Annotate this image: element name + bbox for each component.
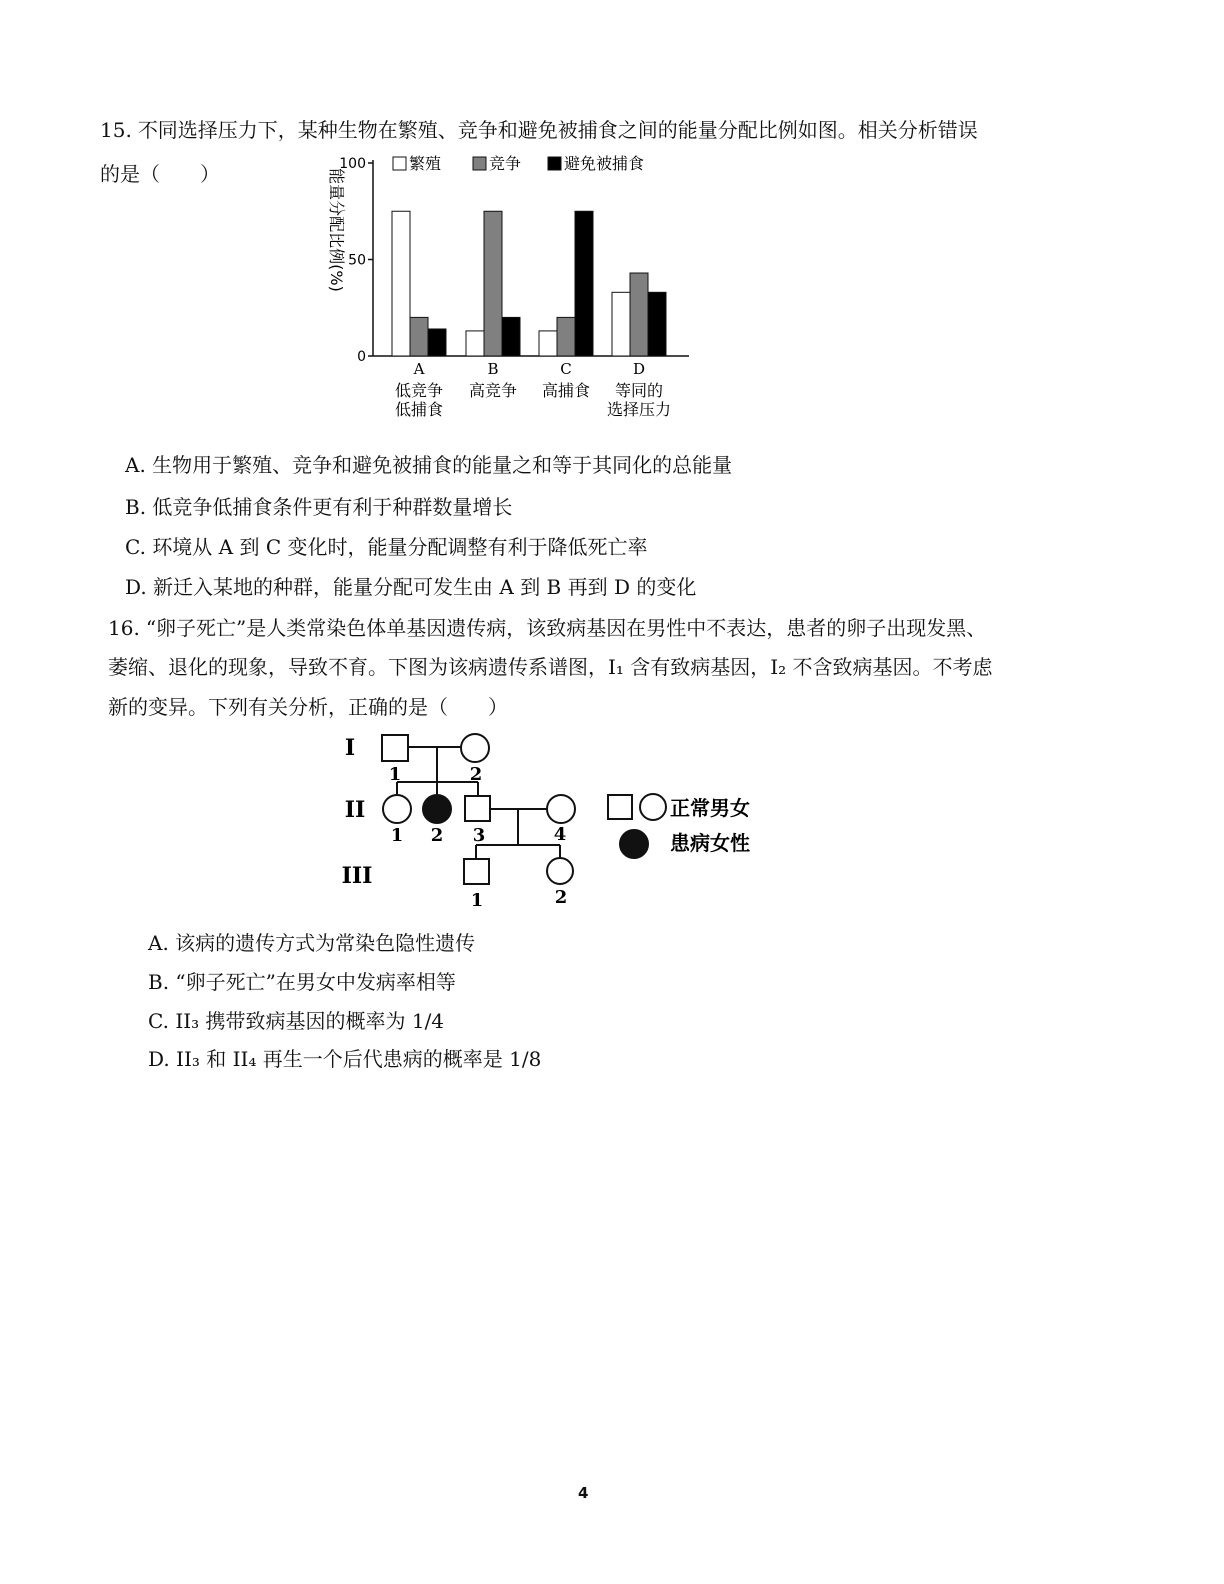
chart-category-a: A [413,360,425,378]
q16-option-a [148,931,475,955]
legend-swatch-0 [393,157,406,170]
member-iii1-number: 1 [470,890,484,910]
legend-label-1: 竞争 [489,154,522,173]
member-ii1-female-normal [383,795,411,823]
q15-option-a-text: 生物用于繁殖、竞争和避免被捕食的能量之和等于其同化的总能量 [152,453,733,477]
q15-option-a-letter: A. [125,453,146,477]
q15-option-c-letter: C. [125,535,146,559]
member-iii1-male-normal [464,859,489,884]
bar-d-series-1 [630,273,648,356]
energy-allocation-chart [315,150,715,430]
legend-male-normal-icon [608,795,632,819]
legend-normal-label: 正常男女 [670,796,750,820]
gen-label-iii: III [341,863,373,889]
q15-option-c-text: 环境从 A 到 C 变化时，能量分配调整有利于降低死亡率 [152,535,648,559]
legend-swatch-1 [473,157,486,170]
chart-ytick-label-0: 0 [357,349,366,365]
q15-option-d [125,575,696,599]
q16-stem-line2: 萎缩、退化的现象，导致不育。下图为该病遗传系谱图，I₁ 含有致病基因，I₂ 不含致病基因。不考虑 [108,655,993,679]
q15-number: 15. [100,118,132,142]
bar-b-series-0 [466,331,484,356]
q16-option-b-text: “卵子死亡”在男女中发病率相等 [175,970,456,994]
page-number: 4 [578,1484,589,1502]
q16-option-b-letter: B. [148,970,170,994]
member-i2-number: 2 [469,764,483,785]
q15-stem-text1: 不同选择压力下，某种生物在繁殖、竞争和避免被捕食之间的能量分配比例如图。相关分析错误 [137,118,978,142]
member-ii3-number: 3 [472,825,486,846]
gen-label-i: I [344,735,356,761]
chart-category-b-sublabel-0: 高竞争 [468,381,518,400]
q16-option-d-text: II₃ 和 II₄ 再生一个后代患病的概率是 1/8 [176,1047,542,1071]
bar-d-series-2 [648,292,666,356]
bar-c-series-2 [575,211,593,356]
q15-option-b-letter: B. [125,495,147,519]
chart-x-labels [395,360,671,419]
pedigree-diagram [330,725,790,910]
member-i1-number: 1 [388,764,402,785]
bar-b-series-2 [502,317,520,356]
member-ii1-number: 1 [390,825,404,846]
q16-option-a-letter: A. [148,931,169,955]
member-ii2-female-affected [423,795,451,823]
q15-stem-line1 [100,118,978,142]
chart-category-b: B [487,360,499,378]
q16-number: 16. [108,616,140,640]
bar-a-series-2 [428,329,446,356]
chart-category-d-sublabel-0: 等同的 [614,381,664,400]
legend-affected-label: 患病女性 [670,831,750,855]
q15-option-c [125,535,648,559]
q16-option-d-letter: D. [148,1047,170,1071]
q15-stem-line2: 的是（ ） [100,162,220,186]
member-i1-male-normal [382,735,408,761]
bar-b-series-1 [484,211,502,356]
q16-option-c [148,1009,444,1033]
q15-option-d-letter: D. [125,575,147,599]
bar-a-series-1 [410,317,428,356]
q15-option-a [125,453,732,477]
q15-option-d-text: 新迁入某地的种群，能量分配可发生由 A 到 B 再到 D 的变化 [153,575,697,599]
legend-label-2: 避免被捕食 [564,154,645,173]
q16-stem-line3: 新的变异。下列有关分析，正确的是（ ） [108,695,508,719]
q16-option-d [148,1047,541,1071]
bar-a-series-0 [392,211,410,356]
chart-ytick-label-50: 50 [348,252,366,269]
bar-c-series-0 [539,331,557,356]
member-iii2-female-normal [547,858,573,884]
chart-category-c-sublabel-0: 高捕食 [541,381,591,400]
gen-label-ii: II [344,797,366,823]
bar-c-series-1 [557,317,575,356]
member-ii4-number: 4 [553,824,567,845]
q15-option-b [125,495,512,519]
legend-female-affected-icon [620,830,648,858]
chart-category-a-sublabel-1: 低捕食 [394,400,444,419]
chart-category-c: C [560,360,572,378]
chart-category-d: D [632,360,646,378]
member-ii2-number: 2 [430,825,444,846]
q15-option-b-text: 低竞争低捕食条件更有利于种群数量增长 [152,495,513,519]
q16-option-c-text: II₃ 携带致病基因的概率为 1/4 [175,1009,445,1033]
legend-female-normal-icon [640,794,666,820]
q16-stem-text1: “卵子死亡”是人类常染色体单基因遗传病，该致病基因在男性中不表达，患者的卵子出现发黑、 [145,616,987,640]
q16-option-b [148,970,456,994]
member-iii2-number: 2 [554,887,568,908]
chart-ytick-label-100: 100 [339,156,366,172]
member-ii3-male-normal [465,796,490,821]
q16-stem-line1 [108,616,986,640]
legend-label-0: 繁殖 [409,154,442,173]
member-i2-female-normal [461,734,489,762]
member-ii4-female-normal [547,795,575,823]
chart-category-d-sublabel-1: 选择压力 [606,400,672,419]
chart-category-a-sublabel-0: 低竞争 [394,381,444,400]
chart-ylabel: 能量分配比例(%) [327,168,346,292]
bar-d-series-0 [612,292,630,356]
q16-option-a-text: 该病的遗传方式为常染色隐性遗传 [175,931,476,955]
chart-bars [392,211,666,356]
chart-legend [393,154,644,173]
legend-swatch-2 [548,157,561,170]
q16-option-c-letter: C. [148,1009,169,1033]
